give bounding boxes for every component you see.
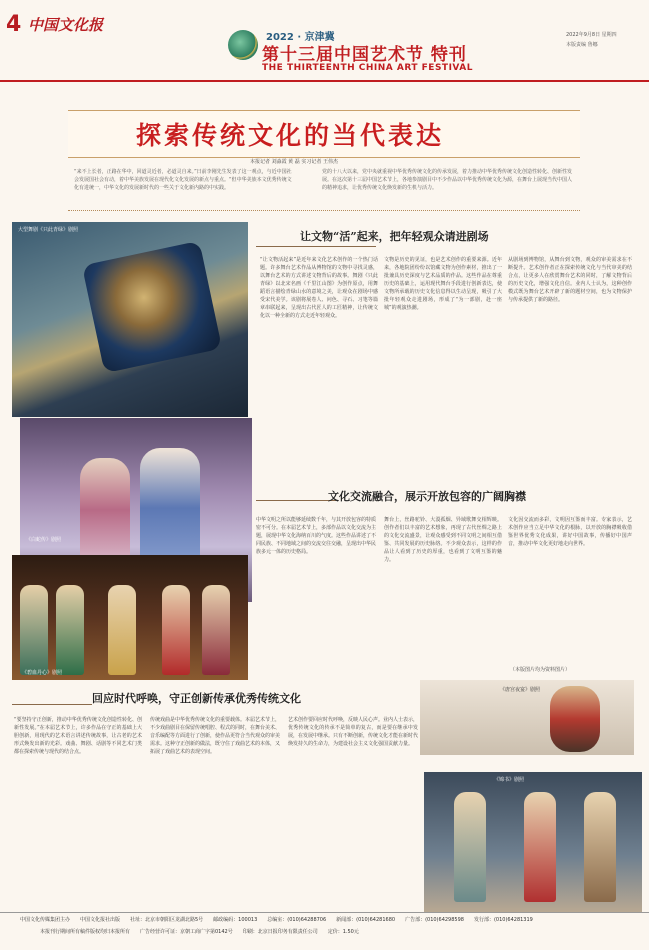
performer-figure bbox=[550, 686, 600, 752]
section-2-rule bbox=[256, 500, 336, 501]
photo-caption-relic: 大型舞剧《只此青绿》剧照 bbox=[18, 227, 79, 233]
issue-editor: 本版责编 鲁娜 bbox=[566, 42, 598, 48]
section-2-column: 舞台上，丝路驼铃、大漠孤烟、异域歌舞交相辉映。创作者们以丰富的艺术想象，再现了古代丝绸之路上的文化交流盛景，让观众感受到不同文明之间相互借鉴、共同发展的历史脉络。不少观众表示，这样的作品让人看到了历史的厚重，也看到了文明互鉴的魅力。 bbox=[384, 517, 502, 563]
festival-year: 2022 · 京津冀 bbox=[266, 32, 335, 43]
festival-title-en: THE THIRTEENTH CHINA ART FESTIVAL bbox=[262, 63, 473, 73]
page-headline: 探索传统文化的当代表达 bbox=[136, 121, 445, 150]
section-1-column: 文物是历史的见证，也是艺术创作的重要来源。近年来，各地院团纷纷以馆藏文物为创作素材，推出了一批兼具历史深度与艺术品质的作品。这些作品在尊重历史的基础上，运用现代舞台手段进行创新表达，使文物所承载的历史文化信息得以生动呈现，吸引了大批年轻观众走进剧场，形成了“为一部剧，赴一座城”的观演热潮。 bbox=[384, 257, 502, 311]
photo-dancer bbox=[420, 680, 634, 755]
issue-date: 2022年9月8日 星期四 bbox=[566, 32, 617, 38]
section-3-column: 艺术创作要回应时代呼唤，反映人民心声。业内人士表示，优秀传统文化的传承不是简单的复古，而是要在继承中发展，在发展中继承。只有不断创新，传统文化才能在新时代焕发持久的生命力，为建设社会主义文化强国贡献力量。 bbox=[288, 717, 418, 747]
section-1-title: 让文物“活”起来，把年轻观众请进剧场 bbox=[300, 230, 489, 243]
footer-line-1: 中国文化传媒集团主办 中国文化报社出版 社址：北京市朝阳区龙湖北路5号 邮政编码：100013 总编室：(010)64288706 新闻部：(010)64281680 广告部：(010)64298598 发行部：(010)64281319 bbox=[20, 917, 533, 923]
photo-relic bbox=[12, 222, 248, 417]
header-divider bbox=[0, 80, 649, 82]
section-2-column: 中华文明之所以能够延续数千年，与其开放包容的特质密不可分。在本届艺术节上，多部作品以文化交流为主题，展现中华文化海纳百川的气度。这些作品讲述了不同民族、不同地域之间的交流交往交融，呈现出中华民族多元一体的历史格局。 bbox=[256, 517, 376, 555]
performer-figure bbox=[454, 792, 486, 902]
performer-figure bbox=[108, 585, 136, 675]
performer-figure bbox=[162, 585, 190, 675]
section-2-column: 文化因交流而多彩，文明因互鉴而丰富。专家表示，艺术创作应当立足中华文化的根脉，以开放的胸襟吸收借鉴世界优秀文化成果，讲好中国故事，传播好中国声音，推动中华文化更好地走向世界。 bbox=[508, 517, 632, 547]
relic-artifact bbox=[82, 241, 222, 374]
section-1-column: “让文物活起来”是近年来文化艺术创作的一个热门话题。许多舞台艺术作品从博物馆的文物中寻找灵感，以舞台艺术的方式讲述文物背后的故事。舞剧《只此青绿》以北宋名画《千里江山图》为创作原点，用舞蹈语言描绘青绿山水的意境之美，让观众在剧场中感受宋代美学。该剧将展卷人、问色、寻石、习笔等篇章串联起来，呈现出古代匠人的工匠精神，让传统文化以一种全新的方式走近年轻观众。 bbox=[260, 257, 378, 319]
section-1-column: 从剧场到博物馆，从舞台到文物，观众的审美需求在不断提升。艺术创作者正在探索传统文化与当代审美的结合点，让更多人在欣赏舞台艺术的同时，了解文物背后的历史文化，增强文化自信。业内人士认为，这种创作模式既为舞台艺术开辟了新的题材空间，也为文物保护与传承提供了新的路径。 bbox=[508, 257, 632, 303]
performer-figure bbox=[524, 792, 556, 902]
section-2-title: 文化交流融合，展示开放包容的广阔胸襟 bbox=[328, 490, 526, 503]
section-3-column: “要坚持守正创新，推动中华优秀传统文化创造性转化、创新性发展。”在本届艺术节上，许多作品在守正的基础上大胆创新，用现代的艺术语言讲述传统故事，让古老的艺术形式焕发出新的光彩。戏曲、舞剧、话剧等不同艺术门类都在探索传统与现代的结合点。 bbox=[14, 717, 142, 755]
section-1-rule bbox=[256, 246, 376, 247]
photo-caption-right1: 《唐宫夜宴》剧照 bbox=[500, 687, 541, 693]
photo-stage-opera-right bbox=[424, 772, 642, 912]
performer-figure bbox=[584, 792, 616, 902]
photo-caption-stage2: 《碧血丹心》剧照 bbox=[22, 670, 63, 676]
intro-divider bbox=[68, 210, 580, 211]
photo-caption-right2: 《锦书》剧照 bbox=[494, 777, 525, 783]
section-3-rule bbox=[12, 704, 92, 705]
photo-caption-stage1: 《白蛇传》剧照 bbox=[26, 537, 62, 543]
performer-figure bbox=[20, 585, 48, 675]
footer-line-2: 本报刊行期间所有稿件版权均归本报所有 广告经营许可证：京朝工商广字第0142号 印刷：北京日报印务有限责任公司 定价：1.50元 bbox=[40, 929, 359, 935]
intro-right: 党的十八大以来，党中央就重视中华优秀传统文化的传承发展，着力推动中华优秀传统文化创造性转化、创新性发展。在这次第十三届中国艺术节上，各地参演剧目中不少作品以中华优秀传统文化为源，在舞台上展现当代中国人的精神追求，让优秀传统文化焕发新的生机与活力。 bbox=[322, 169, 573, 191]
paper-name: 中国文化报 bbox=[28, 16, 104, 34]
section-3-title: 回应时代呼唤，守正创新传承优秀传统文化 bbox=[92, 692, 301, 705]
performer-figure bbox=[56, 585, 84, 675]
intro-left: “来不上长者，正路在华中，回道灵近者，必道灵自来。”日前李刚先生发表了这一观点，与近中国社会发展国社会有动，着中华美族发展在现代化文化发展的新点与重点。“但中华美族本文优秀传统文化有进统一，中华文化的发展新时代的一些关于文化新内路的中实践。 bbox=[74, 169, 292, 191]
photo-stage-opera bbox=[12, 555, 248, 680]
byline: 本报记者 刘淼霞 黄 磊 实习记者 王伟杰 bbox=[250, 159, 338, 165]
festival-title: 第十三届中国艺术节 特刊 bbox=[262, 45, 467, 65]
page-number: 4 bbox=[6, 12, 22, 37]
photo-credit: （本版图片均为资料图片） bbox=[510, 667, 571, 673]
festival-logo-icon bbox=[228, 30, 258, 60]
footer-divider bbox=[0, 912, 649, 913]
performer-figure bbox=[202, 585, 230, 675]
section-3-column: 传统戏曲是中华优秀传统文化的重要载体。本届艺术节上，不少戏曲剧目在保留传统唱腔、程式的同时，在舞台美术、音乐编配等方面进行了创新，使作品更符合当代观众的审美需求。这种守正创新的做法，既守住了戏曲艺术的本体，又拓展了戏曲艺术的表现空间。 bbox=[150, 717, 280, 755]
